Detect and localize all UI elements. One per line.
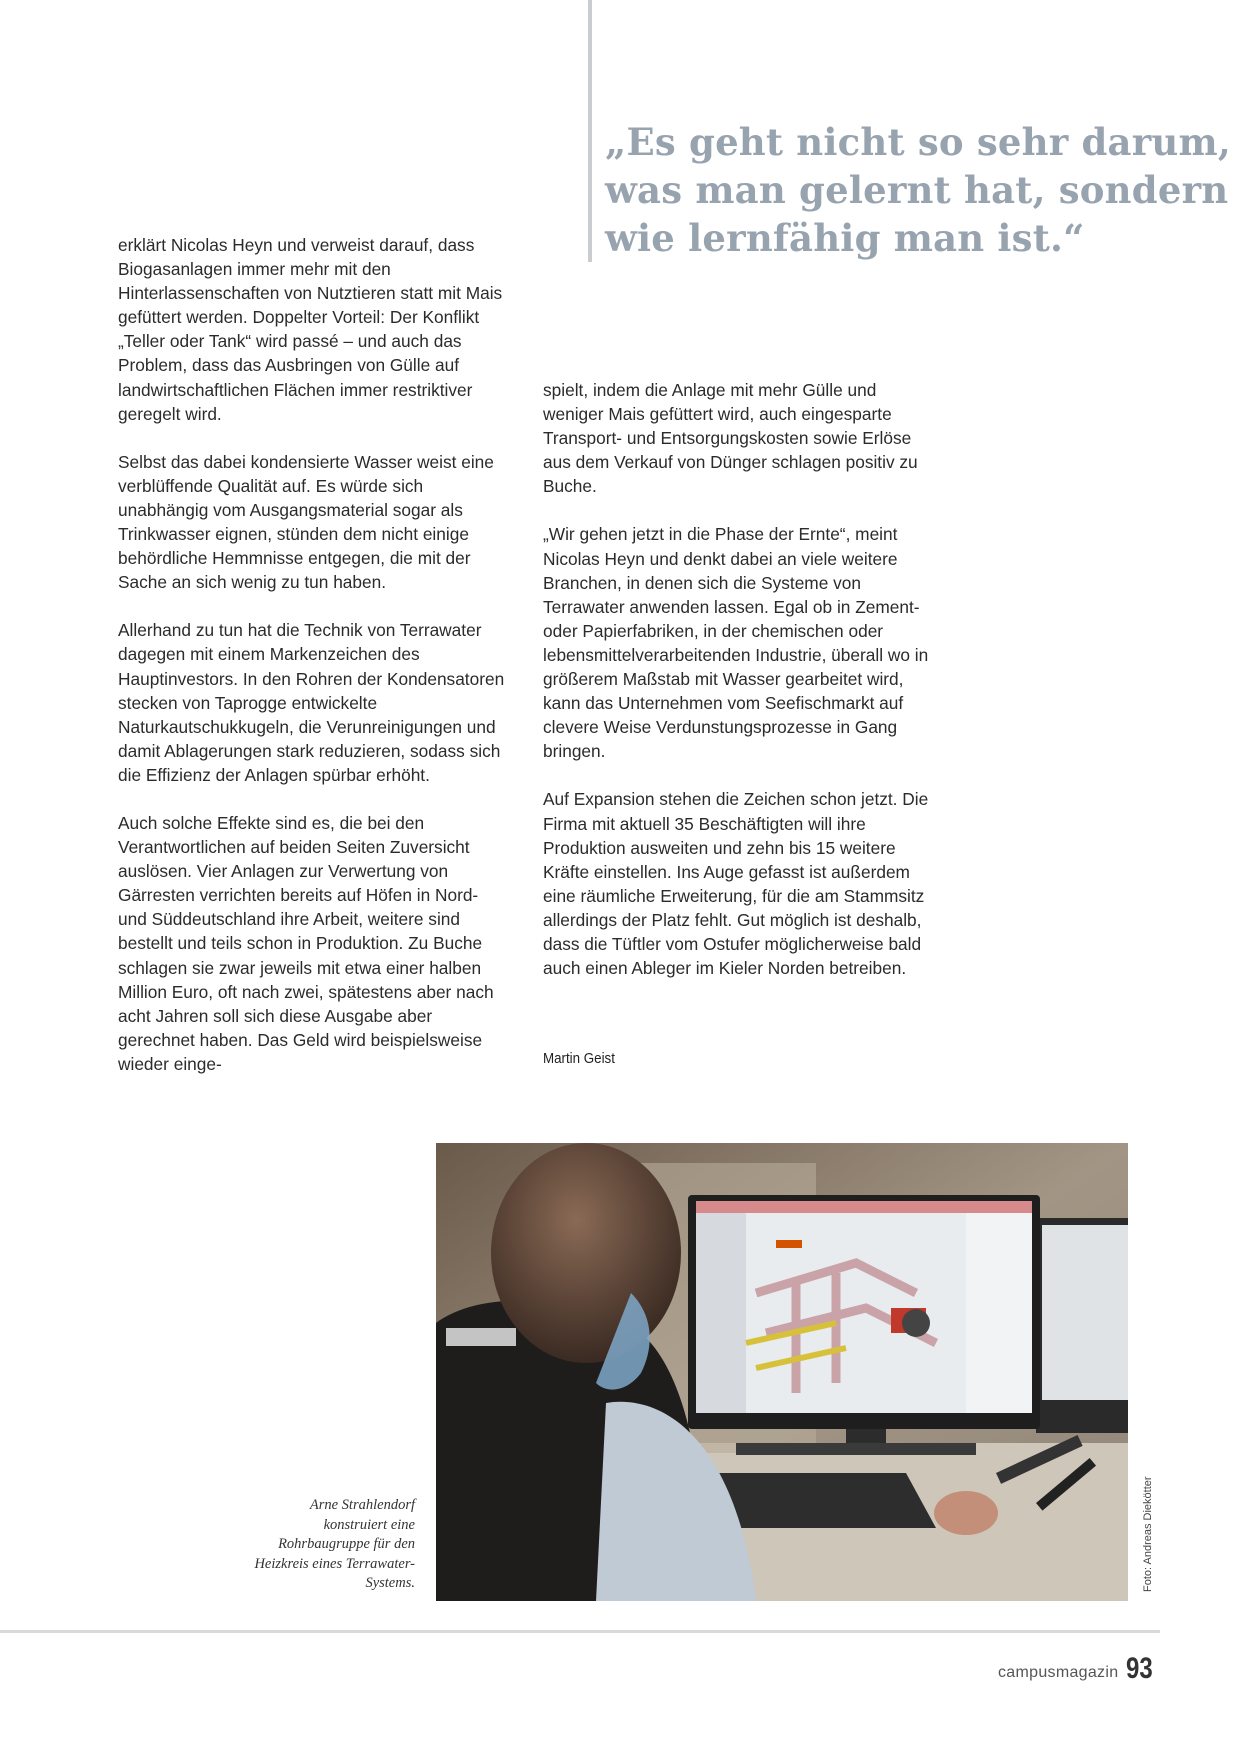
article-paragraph: „Wir gehen jetzt in die Phase der Ernte“, meint Nicolas Heyn und denkt dabei an viele weitere Branchen, in denen sich die Systeme von Terrawater anwenden lassen. Egal ob in Zement- oder Papierfabriken, in der chemischen oder lebensmittelverarbeitenden Industrie, überall wo in größerem Maßstab mit Wasser gearbeitet wird, kann das Unternehmen vom Seefischmarkt auf clevere Weise Verdunstungsprozesse in Gang bringen. [543,524,929,762]
pullquote [605,118,1235,262]
pullquote-line: was man gelernt hat, sondern [605,168,1229,212]
article-photo [436,1143,1128,1601]
author-byline: Martin Geist [543,1051,615,1067]
article-paragraph: Auf Expansion stehen die Zeichen schon jetzt. Die Firma mit aktuell 35 Beschäftigten will ihre Produktion ausweiten und zehn bis 15 weitere Kräfte einstellen. Ins Auge gefasst ist außerdem eine räumliche Erweiterung, für die am Stammsitz allerdings der Platz fehlt. Gut möglich ist deshalb, dass die Tüftler vom Ostufer möglicherweise bald auch einen Ableger im Kieler Norden betreiben. [543,789,929,979]
article-paragraph: Auch solche Effekte sind es, die bei den Verantwortlichen auf beiden Seiten Zuversicht auslösen. Vier Anlagen zur Verwertung von Gärresten verrichten bereits auf Höfen in Nord- und Süddeutschland ihre Arbeit, weitere sind bestellt und teils schon in Produktion. Zu Buche schlagen sie zwar jeweils mit etwa einer halben Million Euro, oft nach zwei, spätestens aber nach acht Jahren soll sich diese Ausgabe aber gerechnet haben. Das Geld wird beispielsweise wieder einge- [118,812,494,1074]
photo-illustration [436,1143,1128,1601]
article-paragraph: Selbst das dabei kondensierte Wasser weist eine verblüffende Qualität auf. Es würde sich unabhängig vom Ausgangsmaterial sogar als Trinkwasser eignen, stünden dem nicht einige behördliche Hemmnisse entgegen, die mit der Sache an sich wenig zu tun haben. [118,451,494,593]
article-paragraph: erklärt Nicolas Heyn und verweist darauf, dass Biogasanlagen immer mehr mit den Hinterlassenschaften von Nutztieren statt mit Mais gefüttert werden. Doppelter Vorteil: Der Konflikt „Teller oder Tank“ wird passé – und auch das Problem, dass das Ausbringen von Gülle auf landwirtschaftlichen Flächen immer restriktiver geregelt wird. [118,235,503,424]
article-paragraph: Allerhand zu tun hat die Technik von Terrawater dagegen mit einem Markenzeichen des Hauptinvestors. In den Rohren der Kondensatoren stecken von Taprogge entwickelte Naturkautschukkugeln, die Verunreinigungen und damit Ablagerungen stark reduzieren, sodass sich die Effizienz der Anlagen spürbar erhöht. [118,620,505,785]
photo-caption: Arne Strahlendorf konstruiert eine Rohrbaugruppe für den Heizkreis eines Terrawater-Systems. [254,1497,415,1591]
article-paragraph: spielt, indem die Anlage mit mehr Gülle und weniger Mais gefüttert wird, auch eingesparte Transport- und Entsorgungskosten sowie Erlöse aus dem Verkauf von Dünger schlagen positiv zu Buche. [543,380,918,497]
pullquote-rule [588,0,592,262]
article-column-left [118,233,508,1076]
page-number: 93 [1126,1652,1153,1685]
footer-rule [0,1630,1160,1633]
pullquote-line: wie lernfähig man ist.“ [605,216,1085,260]
article-column-right [543,378,933,980]
pullquote-line: „Es geht nicht so sehr darum, [605,120,1231,164]
magazine-name: campusmagazin [998,1664,1119,1681]
photo-credit: Foto: Andreas Diekötter [1142,1476,1154,1592]
